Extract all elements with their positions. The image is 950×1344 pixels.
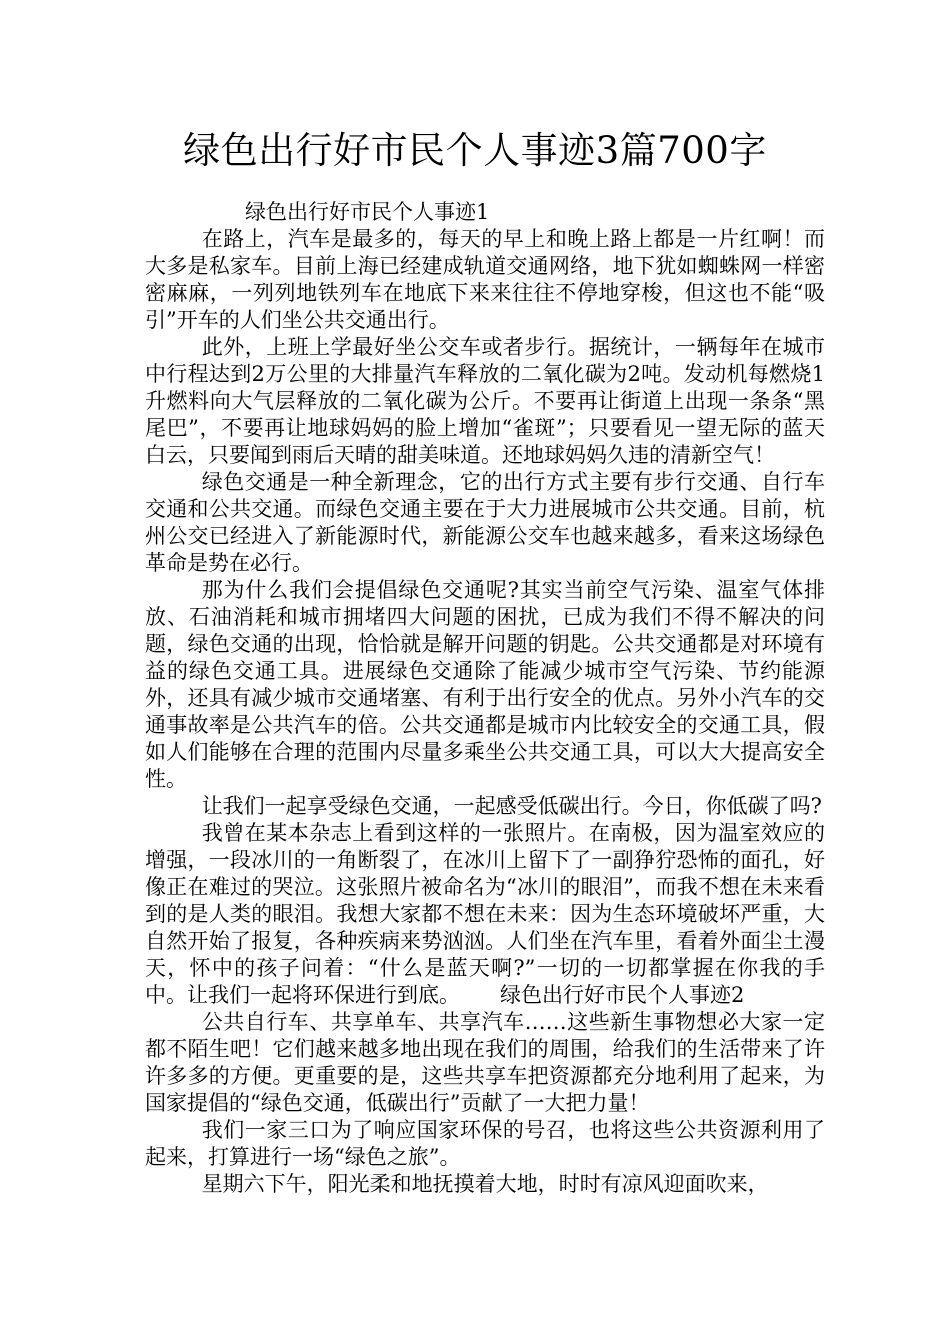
paragraph: 让我们一起享受绿色交通，一起感受低碳出行。今日，你低碳了吗?	[201, 794, 822, 818]
paragraph: 我们一家三口为了响应国家环保的号召，也将这些公共资源利用了起来，打算进行一场“绿色之旅”。	[145, 1118, 825, 1169]
paragraph: 绿色交通是一种全新理念，它的出行方式主要有步行交通、自行车交通和公共交通。而绿色交通主要在于大力进展城市公共交通。目前，杭州公交已经进入了新能源时代，新能源公交车也越来越多，看来这场绿色革命是势在必行。	[145, 470, 825, 575]
paragraph: 此外，上班上学最好坐公交车或者步行。据统计，一辆每年在城市中行程达到2万公里的大排量汽车释放的二氧化碳为2吨。发动机每燃烧1升燃料向大气层释放的二氧化碳为公斤。不要再让街道上出现一条条“黑尾巴”，不要再让地球妈妈的脸上增加“雀斑”；只要看见一望无际的蓝天白云，只要闻到雨后天晴的甜美味道。还地球妈妈久违的清新空气！	[145, 335, 825, 467]
paragraph: 那为什么我们会提倡绿色交通呢?其实当前空气污染、温室气体排放、石油消耗和城市拥堵四大问题的困扰，已成为我们不得不解决的问题，绿色交通的出现，恰恰就是解开问题的钥匙。公共交通都是对环境有益的绿色交通工具。进展绿色交通除了能减少城市空气污染、节约能源外，还具有减少城市交通堵塞、有利于出行安全的优点。另外小汽车的交通事故率是公共汽车的倍。公共交通都是城市内比较安全的交通工具，假如人们能够在合理的范围内尽量多乘坐公共交通工具，可以大大提高安全性。	[145, 578, 825, 791]
document-body	[145, 199, 825, 1198]
section-heading-2: 绿色出行好市民个人事迹2	[500, 983, 745, 1007]
section-heading-1: 绿色出行好市民个人事迹1	[245, 200, 490, 224]
paragraph	[145, 820, 825, 1009]
paragraph: 星期六下午，阳光柔和地抚摸着大地，时时有凉风迎面吹来，	[201, 1172, 769, 1196]
paragraph-text: 我曾在某本杂志上看到这样的一张照片。在南极，因为温室效应的增强，一段冰川的一角断裂了，在冰川上留下了一副狰狞恐怖的面孔，好像正在难过的哭泣。这张照片被命名为“冰川的眼泪”，而我不想在未来看到的是人类的眼泪。我想大家都不想在未来：因为生态环境破坏严重，大自然开始了报复，各种疾病来势汹汹。人们坐在汽车里，看着外面尘土漫天，怀中的孩子问着：“什么是蓝天啊?”一切的一切都掌握在你我的手中。让我们一起将环保进行到底。	[145, 821, 825, 1007]
paragraph: 公共自行车、共享单车、共享汽车……这些新生事物想必大家一定都不陌生吧！它们越来越多地出现在我们的周围，给我们的生活带来了许许多多的方便。更重要的是，这些共享车把资源都充分地利用了起来，为国家提倡的“绿色交通，低碳出行”贡献了一大把力量！	[145, 1010, 825, 1115]
paragraph: 在路上，汽车是最多的，每天的早上和晚上路上都是一片红啊！而大多是私家车。目前上海已经建成轨道交通网络，地下犹如蜘蛛网一样密密麻麻，一列列地铁列车在地底下来来往往不停地穿梭，但这也不能“吸引”开车的人们坐公共交通出行。	[145, 227, 825, 332]
document-title: 绿色出行好市民个人事迹3篇700字	[183, 129, 767, 172]
